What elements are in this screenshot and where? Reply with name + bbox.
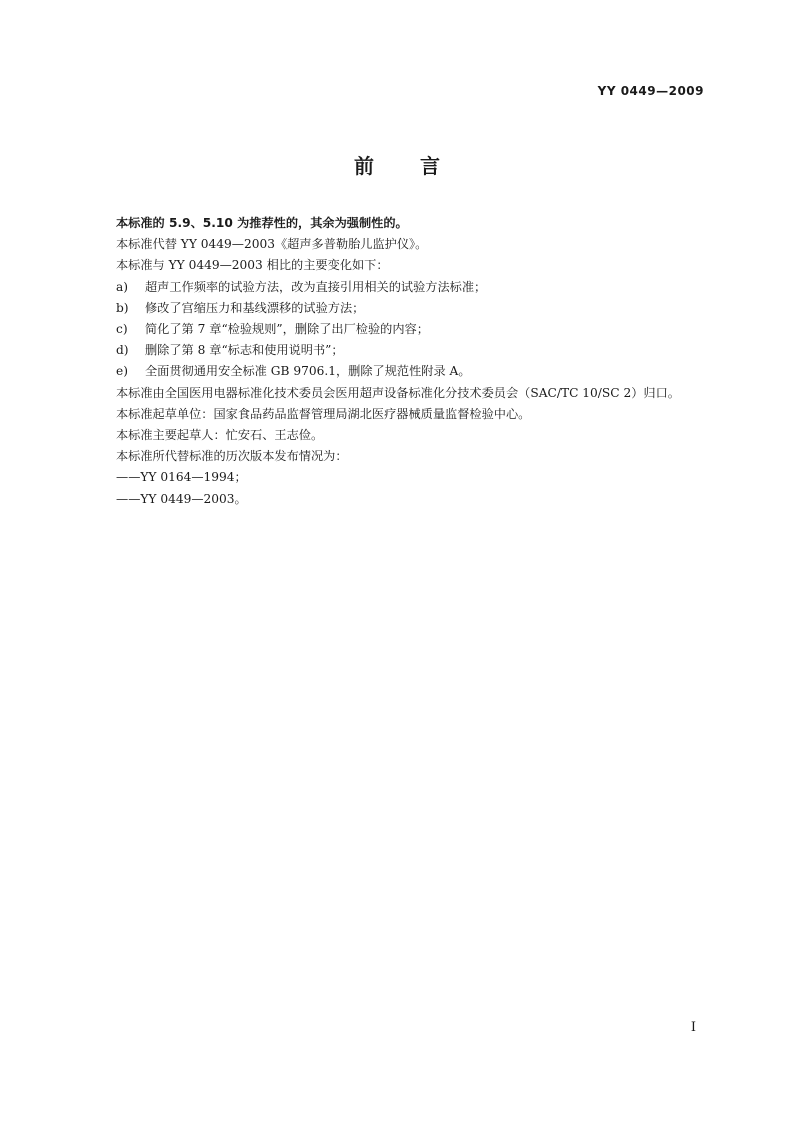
- standard-code: YY 0449—2009: [597, 84, 704, 98]
- history-item: ——YY 0164—1994；: [116, 470, 247, 485]
- page-number: I: [690, 1020, 696, 1035]
- paragraph-recommended-clauses: 本标准的 5.9、5.10 为推荐性的，其余为强制性的。: [116, 216, 408, 230]
- paragraph-changes-intro: 本标准与 YY 0449—2003 相比的主要变化如下：: [116, 258, 389, 273]
- list-marker: c): [116, 322, 128, 337]
- change-item-e: [91, 361, 706, 382]
- paragraph-history-intro: 本标准所代替标准的历次版本发布情况为：: [116, 449, 348, 464]
- paragraph-drafting-unit: 本标准起草单位：国家食品药品监督管理局湖北医疗器械质量监督检验中心。: [116, 406, 531, 421]
- list-item-text: 修改了宫缩压力和基线漂移的试验方法；: [145, 300, 365, 315]
- change-item-a: [91, 277, 706, 298]
- list-marker: e): [116, 364, 128, 379]
- change-item-d: [91, 340, 706, 361]
- paragraph-drafters: 本标准主要起草人：忙安石、王志俭。: [116, 428, 324, 443]
- list-marker: a): [116, 279, 129, 294]
- history-item: ——YY 0449—2003。: [116, 491, 247, 506]
- change-item-c: [91, 319, 706, 340]
- list-item-text: 删除了第 8 章“标志和使用说明书”；: [145, 343, 344, 358]
- list-item-text: 简化了第 7 章“检验规则”，删除了出厂检验的内容；: [145, 322, 429, 337]
- list-item-text: 超声工作频率的试验方法，改为直接引用相关的试验方法标准；: [145, 279, 487, 294]
- list-marker: d): [116, 343, 129, 358]
- list-item-text: 全面贯彻通用安全标准 GB 9706.1，删除了规范性附录 A。: [145, 364, 471, 379]
- page-title: 前言: [354, 154, 486, 178]
- foreword-body: [91, 213, 706, 510]
- paragraph-responsible-committee: 本标准由全国医用电器标准化技术委员会医用超声设备标准化分技术委员会（SAC/TC 10/SC 2）归口。: [116, 385, 680, 400]
- paragraph-replaces: 本标准代替 YY 0449—2003《超声多普勒胎儿监护仪》。: [116, 237, 428, 252]
- change-item-b: [91, 298, 706, 319]
- list-marker: b): [116, 300, 129, 315]
